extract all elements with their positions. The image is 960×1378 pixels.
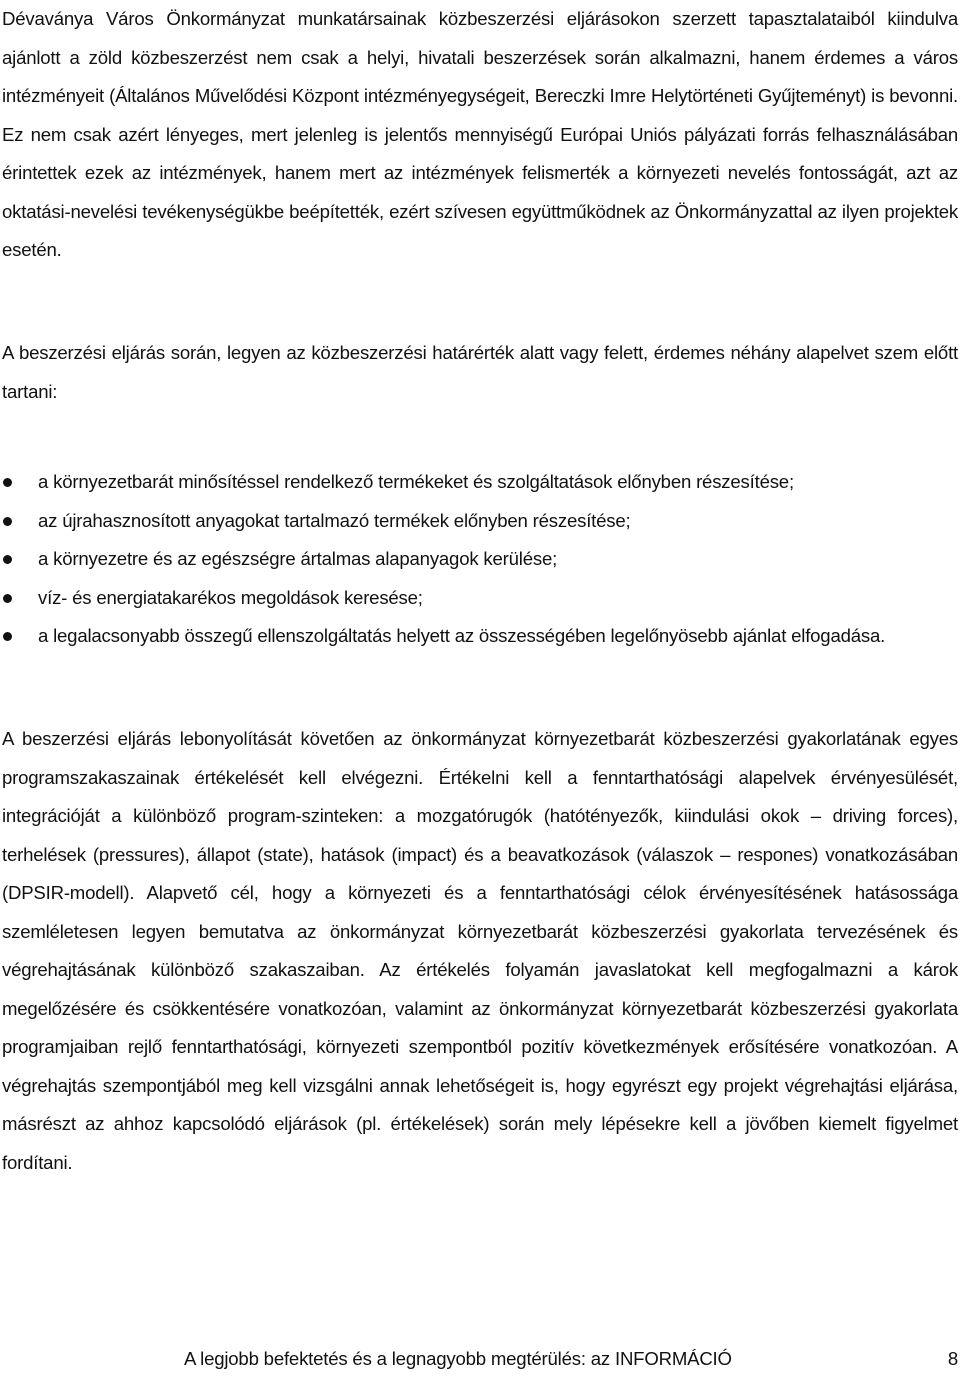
list-item-text: a környezetbarát minősítéssel rendelkező termékeket és szolgáltatások előnyben részesítése; xyxy=(38,471,794,492)
list-item-text: az újrahasznosított anyagokat tartalmazó termékek előnyben részesítése; xyxy=(38,509,631,531)
list-item xyxy=(0,617,960,656)
list-item-text: víz- és energiatakarékos megoldások keresése; xyxy=(38,586,423,608)
list-item-text: a környezetre és az egészségre ártalmas alapanyagok kerülése; xyxy=(38,548,558,569)
evaluation-paragraph: A beszerzési eljárás lebonyolítását követően az önkormányzat környezetbarát közbeszerzési gyakorlatának egyes programszakaszainak értékelését kell elvégezni. Értékelni kell a fenntarthatósági alapelvek érvényesülését, integrációját a különböző program-szinteken: a mozgatórugók (hatótényezők, kiindulási okok – driving forces), terhelések (pressures), állapot (state), hatások (impact) és a beavatkozások (válaszok – respones) vonatkozásában (DPSIR-modell). Alapvető cél, hogy a környezeti és a fenntarthatósági célok érvényesítésének hatásossága szemléletesen legyen bemutatva az önkormányzat környezetbarát közbeszerzési gyakorlata tervezésének és végrehajtásának különböző szakaszaiban. Az értékelés folyamán javaslatokat kell megfogalmazni a károk megelőzésére és csökkentésére vonatkozóan, valamint az önkormányzat környezetbarát közbeszerzési gyakorlata programjaiban rejlő fenntarthatósági, környezeti szempontból pozitív következmények erősítésére vonatkozóan. A végrehajtás szempontjából meg kell vizsgálni annak lehetőségeit is, hogy egyrészt egy projekt végrehajtási eljárása, másrészt az ahhoz kapcsolódó eljárások (pl. értékelések) során mely lépésekre kell a jövőben kiemelt figyelmet fordítani. xyxy=(2,728,958,1173)
list-item-text: a legalacsonyabb összegű ellenszolgáltatás helyett az összességében legelőnyösebb ajánlat elfogadása. xyxy=(38,625,886,646)
bullet-dot-icon xyxy=(3,478,12,487)
page-footer xyxy=(0,1348,960,1378)
page-number: 8 xyxy=(947,1348,958,1369)
bullet-dot-icon xyxy=(3,594,12,603)
bullet-dot-icon xyxy=(3,632,12,641)
bullet-dot-icon xyxy=(3,517,12,526)
list-item xyxy=(0,463,960,502)
principles-intro-paragraph: A beszerzési eljárás során, legyen az közbeszerzési határérték alatt vagy felett, érdemes néhány alapelvet szem előtt tartani: xyxy=(2,342,958,402)
intro-paragraph: Dévaványa Város Önkormányzat munkatársainak közbeszerzési eljárásokon szerzett tapasztalataiból kiindulva ajánlott a zöld közbeszerzést nem csak a helyi, hivatali beszerzések során alkalmazni, hanem érdemes a város intézményeit (Általános Művelődési Központ intézményegységeit, Bereczki Imre Helytörténeti Gyűjteményt) is bevonni. Ez nem csak azért lényeges, mert jelenleg is jelentős mennyiségű Európai Uniós pályázati forrás felhasználásában érintettek ezek az intézmények, hanem mert az intézmények felismerték a környezeti nevelés fontosságát, azt az oktatási-nevelési tevékenységükbe beépítették, ezért szívesen együttműködnek az Önkormányzattal az ilyen projektek esetén. xyxy=(2,8,958,260)
principles-list xyxy=(0,463,960,656)
list-item xyxy=(0,540,960,579)
list-item xyxy=(0,502,960,541)
list-item xyxy=(0,579,960,618)
footer-text: A legjobb befektetés és a legnagyobb megtérülés: az INFORMÁCIÓ xyxy=(184,1348,732,1369)
bullet-dot-icon xyxy=(3,555,12,564)
